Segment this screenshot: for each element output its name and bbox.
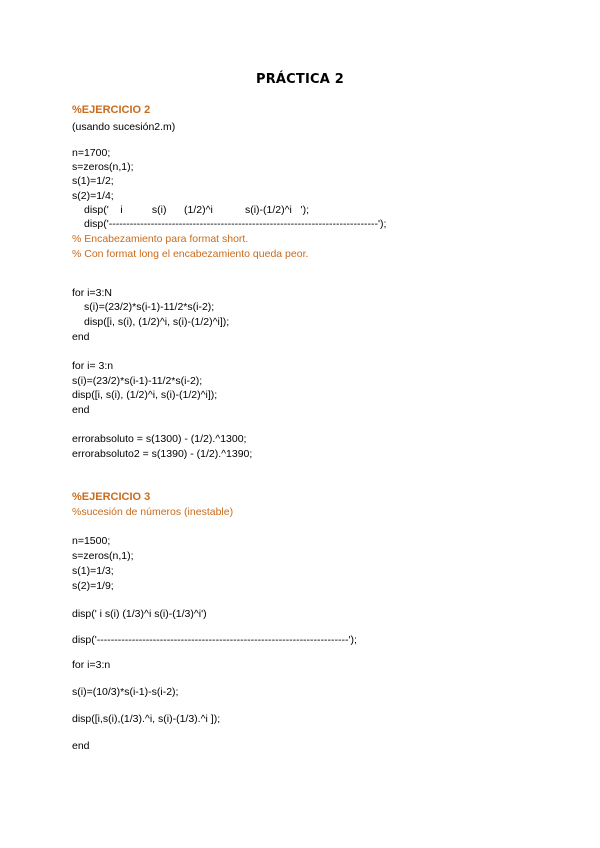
code-line: for i=3:N <box>72 287 112 299</box>
code-line: s=zeros(n,1); <box>72 550 134 562</box>
code-line: end <box>72 404 90 416</box>
code-line: end <box>72 331 90 343</box>
code-comment: % Con format long el encabezamiento queda peor. <box>72 248 309 260</box>
code-line: for i= 3:n <box>72 360 114 372</box>
document-title: PRÁCTICA 2 <box>255 72 345 87</box>
code-line: disp('------------------------------------------------------------------------'); <box>72 634 357 646</box>
code-line: s(2)=1/4; <box>72 190 114 202</box>
exercise-3-subtitle: %sucesión de números (inestable) <box>72 506 234 518</box>
exercise-2-heading: %EJERCICIO 2 <box>72 104 151 116</box>
code-line: disp([i, s(i), (1/2)^i, s(i)-(1/2)^i]); <box>72 389 218 401</box>
code-line: s(1)=1/2; <box>72 175 114 187</box>
code-line: disp(' i s(i) (1/2)^i s(i)-(1/2)^i '); <box>84 204 310 216</box>
code-line: disp(' i s(i) (1/3)^i s(i)-(1/3)^i') <box>72 608 207 620</box>
code-line: errorabsoluto = s(1300) - (1/2).^1300; <box>72 433 247 445</box>
code-line: s(i)=(10/3)*s(i-1)-s(i-2); <box>72 686 179 698</box>
code-line: end <box>72 740 90 752</box>
exercise-2-subtitle: (usando sucesión2.m) <box>72 121 176 133</box>
code-line: disp([i,s(i),(1/3).^i, s(i)-(1/3).^i ]); <box>72 713 221 725</box>
code-line: disp('-----------------------------------------------------------------------------'); <box>84 218 387 230</box>
code-line: s=zeros(n,1); <box>72 161 134 173</box>
code-line: errorabsoluto2 = s(1390) - (1/2).^1390; <box>72 448 253 460</box>
code-line: disp([i, s(i), (1/2)^i, s(i)-(1/2)^i]); <box>84 316 230 328</box>
code-line: n=1500; <box>72 535 111 547</box>
code-line: n=1700; <box>72 147 111 159</box>
exercise-3-heading: %EJERCICIO 3 <box>72 491 151 503</box>
code-line: s(i)=(23/2)*s(i-1)-11/2*s(i-2); <box>72 375 203 387</box>
code-line: s(i)=(23/2)*s(i-1)-11/2*s(i-2); <box>84 301 215 313</box>
code-line: for i=3:n <box>72 659 111 671</box>
code-line: s(1)=1/3; <box>72 565 114 577</box>
code-line: s(2)=1/9; <box>72 580 114 592</box>
code-comment: % Encabezamiento para format short. <box>72 233 249 245</box>
